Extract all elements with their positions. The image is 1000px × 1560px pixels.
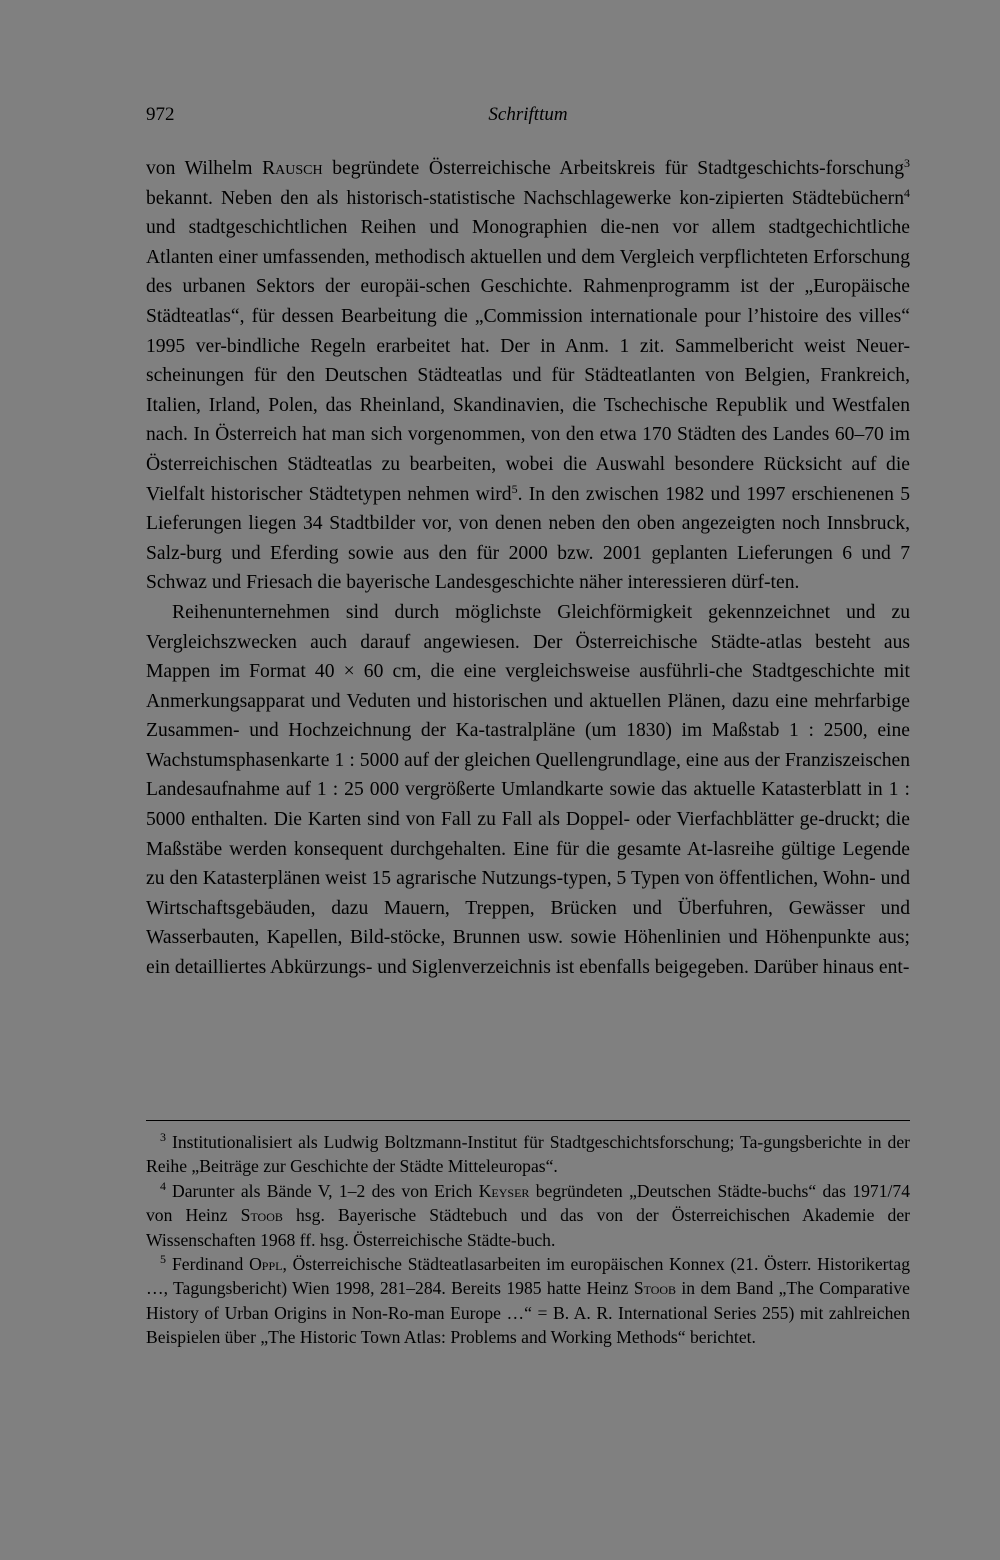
text-run: . In den zwischen 1982 und 1997 erschienenen 5 Lieferungen liegen 34 Stadtbilder vor, von denen neben den oben angezeigten noch Innsbruck, Salz-burg und Eferding sowie aus den für 2000 bzw. 2001 geplanten Lieferungen 6 und 7 Schwaz und Friesach die bayerische Landesgeschichte näher interessieren dürf-ten. xyxy=(146,483,910,594)
footnote-text: Institutionalisiert als Ludwig Boltzmann-Institut für Stadtgeschichtsforschung; Ta-gungsberichte in der Reihe „Beiträge zur Geschichte der Städte Mitteleuropas“. xyxy=(146,1132,910,1177)
paragraph-2: Reihenunternehmen sind durch möglichste Gleichförmigkeit gekennzeichnet und zu Vergleichszwecken auch darauf angewiesen. Der Österreichische Städte-atlas besteht aus Mappen im Format 40 × 60 cm, die eine vergleichsweise ausführli-che Stadtgeschichte mit Anmerkungsapparat und Veduten und historischen und aktuellen Plänen, dazu eine mehrfarbige Zusammen- und Hochzeichnung der Ka-tastralpläne (um 1830) im Maßstab 1 : 2500, eine Wachstumsphasenkarte 1 : 5000 auf der gleichen Quellengrundlage, eine aus der Franziszeischen Landesaufnahme auf 1 : 25 000 vergrößerte Umlandkarte sowie das aktuelle Katasterblatt in 1 : 5000 enthalten. Die Karten sind von Fall zu Fall als Doppel- oder Vierfachblätter ge-druckt; die Maßstäbe werden konsequent durchgehalten. Eine für die gesamte At-lasreihe gültige Legende zu den Katasterplänen weist 15 agrarische Nutzungs-typen, 5 Typen von öffentlichen, Wohn- und Wirtschaftsgebäuden, dazu Mauern, Treppen, Brücken und Überfuhren, Gewässer und Wasserbauten, Kapellen, Bild-stöcke, Brunnen usw. sowie Höhenlinien und Höhenpunkte aus; ein detailliertes Abkürzungs- und Siglenverzeichnis ist ebenfalls beigegeben. Darüber hinaus ent- xyxy=(146,601,910,979)
text-run: Ferdinand xyxy=(172,1254,250,1275)
page-header xyxy=(146,100,910,140)
footnote-ref-5: 5 xyxy=(511,481,518,496)
author-name-keyser: Keyser xyxy=(478,1180,530,1201)
footnote-4 xyxy=(146,1179,910,1252)
footnote-ref-4: 4 xyxy=(904,185,910,200)
footnote-mark: 5 xyxy=(160,1252,166,1267)
footnote-mark: 3 xyxy=(160,1130,166,1144)
text-run: , Österreichische Städteatlasarbeiten im europäischen Konnex (21. Österr. Historikertag …, Tagungsbericht) Wien 1998, 281–284. Bereits 1985 hatte Heinz xyxy=(146,1254,910,1299)
footnotes xyxy=(146,1130,910,1350)
footnote-divider xyxy=(146,1120,910,1121)
footnote-3 xyxy=(146,1130,910,1179)
text-run: in dem Band „The Comparative History of Urban Origins in Non-Ro-man Europe …“ = B. A. R. International Series 255) mit zahlreichen Beispielen über „The Historic Town Atlas: Problems and Working Methods“ berichtet. xyxy=(146,1278,910,1348)
text-run: hsg. Bayerische Städtebuch und das von der Österreichischen Akademie der Wissenschaften 1968 ff. hsg. Österreichische Städte-buch. xyxy=(146,1205,910,1250)
book-page xyxy=(146,100,910,983)
text-run: von Wilhelm xyxy=(146,158,263,179)
author-name-rausch: Rausch xyxy=(262,158,323,179)
text-run: bekannt. Neben den als historisch-statistische Nachschlagewerke kon-zipierten Städtebüchern xyxy=(146,187,904,209)
author-name-stoob: Stoob xyxy=(633,1278,677,1299)
running-title: Schrifttum xyxy=(488,104,568,125)
paragraph-1 xyxy=(146,154,910,598)
body-text xyxy=(146,154,910,983)
footnote-ref-3: 3 xyxy=(904,156,910,170)
page-number: 972 xyxy=(146,104,175,125)
text-run: Darunter als Bände V, 1–2 des von Erich xyxy=(172,1180,479,1201)
footnote-mark: 4 xyxy=(160,1178,166,1193)
text-run: begründete Österreichische Arbeitskreis für Stadtgeschichts-forschung xyxy=(322,158,904,179)
author-name-oppl: Oppl xyxy=(249,1254,283,1275)
footnote-5 xyxy=(146,1252,910,1350)
text-run: begründeten „Deutschen Städte-buchs“ das 1971/74 von Heinz xyxy=(146,1180,910,1226)
author-name-stoob: Stoob xyxy=(240,1205,283,1226)
text-run: und stadtgeschichtlichen Reihen und Monographien die-nen vor allem stadtgechichtliche Atlanten einer umfassenden, methodisch aktuellen und dem Vergleich verpflichteten Erforschung des urbanen Sektors der europäi-schen Geschichte. Rahmenprogramm ist der „Europäische Städteatlas“, für dessen Bearbeitung die „Commission internationale pour l’histoire des villes“ 1995 ver-bindliche Regeln erarbeitet hat. Der in Anm. 1 zit. Sammelbericht weist Neuer-scheinungen für den Deutschen Städteatlas und für Städteatlanten von Belgien, Frankreich, Italien, Irland, Polen, das Rheinland, Skandinavien, die Tschechische Republik und Westfalen nach. In Österreich hat man sich vorgenommen, von den etwa 170 Städten des Landes 60–70 im Österreichischen Städteatlas zu bearbeiten, wobei die Auswahl besondere Rücksicht auf die Vielfalt historischer Städtetypen nehmen wird xyxy=(146,217,910,505)
